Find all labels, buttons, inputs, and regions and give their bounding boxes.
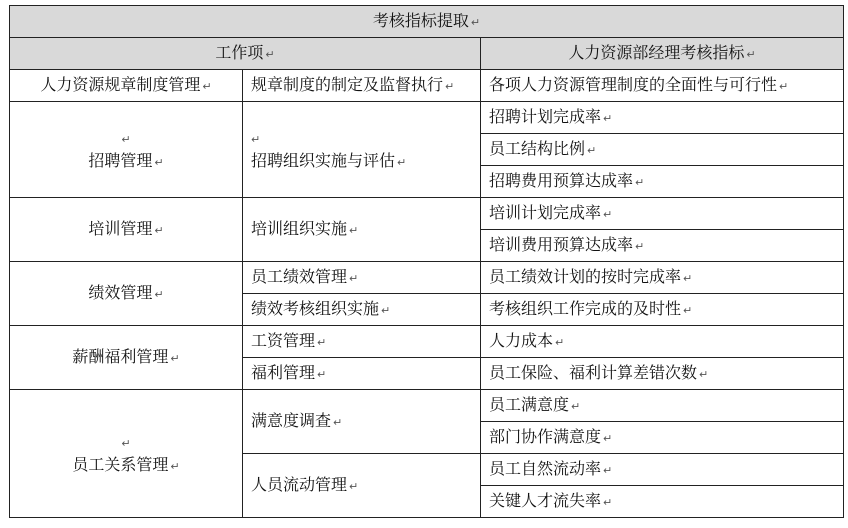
indicator-cell [481,326,844,358]
indicator-cell [481,294,844,326]
task-label: 福利管理 [251,362,316,382]
return-mark: ↵ [333,415,343,429]
indicator-label: 各项人力资源管理制度的全面性与可行性 [489,74,778,94]
indicator-cell [481,358,844,390]
return-mark: ↵ [154,223,164,237]
category-label: 员工关系管理 [72,454,169,474]
indicator-cell [481,198,844,230]
header-work-item: 工作项 [215,42,264,62]
task-label: 规章制度的制定及监督执行 [251,74,444,94]
return-mark: ↵ [603,495,613,509]
indicator-label: 部门协作满意度 [489,426,602,446]
category-cell [10,102,243,198]
return-mark: ↵ [154,287,164,301]
return-mark: ↵ [397,155,407,169]
indicator-cell [481,102,844,134]
indicator-cell [481,390,844,422]
kpi-table [9,5,844,518]
indicator-label: 员工自然流动率 [489,458,602,478]
indicator-label: 员工保险、福利计算差错次数 [489,362,698,382]
category-cell [10,262,243,326]
category-cell [10,326,243,390]
return-mark: ↵ [349,223,359,237]
indicator-label: 培训计划完成率 [489,202,602,222]
return-mark: ↵ [587,143,597,157]
task-cell [243,294,481,326]
table-row [10,390,844,422]
return-mark: ↵ [779,79,789,93]
task-label: 满意度调查 [251,410,332,430]
category-label: 人力资源规章制度管理 [40,74,201,94]
indicator-cell [481,454,844,486]
indicator-cell [481,486,844,518]
return-mark: ↵ [555,335,565,349]
table-row [10,262,844,294]
return-mark: ↵ [251,132,261,146]
table-row [10,198,844,230]
table-row [10,70,844,102]
return-mark: ↵ [470,15,481,29]
indicator-cell [481,422,844,454]
category-label: 薪酬福利管理 [72,346,169,366]
indicator-cell [481,262,844,294]
return-mark: ↵ [265,47,275,61]
category-label: 培训管理 [88,218,153,238]
return-mark: ↵ [571,399,581,413]
return-mark: ↵ [170,351,180,365]
category-label: 绩效管理 [88,282,153,302]
header-row [10,38,844,70]
indicator-label: 人力成本 [489,330,554,350]
return-mark: ↵ [381,303,391,317]
return-mark: ↵ [635,175,645,189]
return-mark: ↵ [317,335,327,349]
task-label: 工资管理 [251,330,316,350]
indicator-cell [481,230,844,262]
return-mark: ↵ [121,436,131,450]
task-cell [243,102,481,198]
return-mark: ↵ [603,463,613,477]
return-mark: ↵ [317,367,327,381]
return-mark: ↵ [349,271,359,285]
indicator-label: 培训费用预算达成率 [489,234,634,254]
indicator-label: 员工满意度 [489,394,570,414]
task-label: 培训组织实施 [251,218,348,238]
category-cell [10,198,243,262]
header-work-item-cell [10,38,481,70]
task-cell [243,70,481,102]
table-row [10,326,844,358]
task-label: 人员流动管理 [251,474,348,494]
return-mark: ↵ [170,459,180,473]
return-mark: ↵ [603,207,613,221]
return-mark: ↵ [445,79,455,93]
indicator-label: 员工绩效计划的按时完成率 [489,266,682,286]
task-cell [243,326,481,358]
task-label: 绩效考核组织实施 [251,298,380,318]
table-title-cell [10,6,844,38]
task-cell [243,198,481,262]
header-indicator: 人力资源部经理考核指标 [568,42,745,62]
indicator-label: 招聘计划完成率 [489,106,602,126]
header-indicator-cell [481,38,844,70]
indicator-label: 考核组织工作完成的及时性 [489,298,682,318]
task-cell [243,262,481,294]
indicator-label: 招聘费用预算达成率 [489,170,634,190]
return-mark: ↵ [121,132,131,146]
task-label: 招聘组织实施与评估 [251,150,396,170]
task-cell [243,358,481,390]
indicator-label: 关键人才流失率 [489,490,602,510]
indicator-cell [481,134,844,166]
return-mark: ↵ [202,79,212,93]
return-mark: ↵ [154,155,164,169]
indicator-cell [481,70,844,102]
category-cell [10,390,243,518]
indicator-label: 员工结构比例 [489,138,586,158]
category-cell [10,70,243,102]
task-cell [243,454,481,518]
return-mark: ↵ [603,431,613,445]
indicator-cell [481,166,844,198]
return-mark: ↵ [603,111,613,125]
title-row [10,6,844,38]
return-mark: ↵ [699,367,709,381]
table-row [10,102,844,134]
return-mark: ↵ [683,271,693,285]
table-title: 考核指标提取 [372,10,469,30]
task-cell [243,390,481,454]
task-label: 员工绩效管理 [251,266,348,286]
category-label: 招聘管理 [88,150,153,170]
return-mark: ↵ [635,239,645,253]
return-mark: ↵ [746,47,756,61]
return-mark: ↵ [349,479,359,493]
return-mark: ↵ [683,303,693,317]
